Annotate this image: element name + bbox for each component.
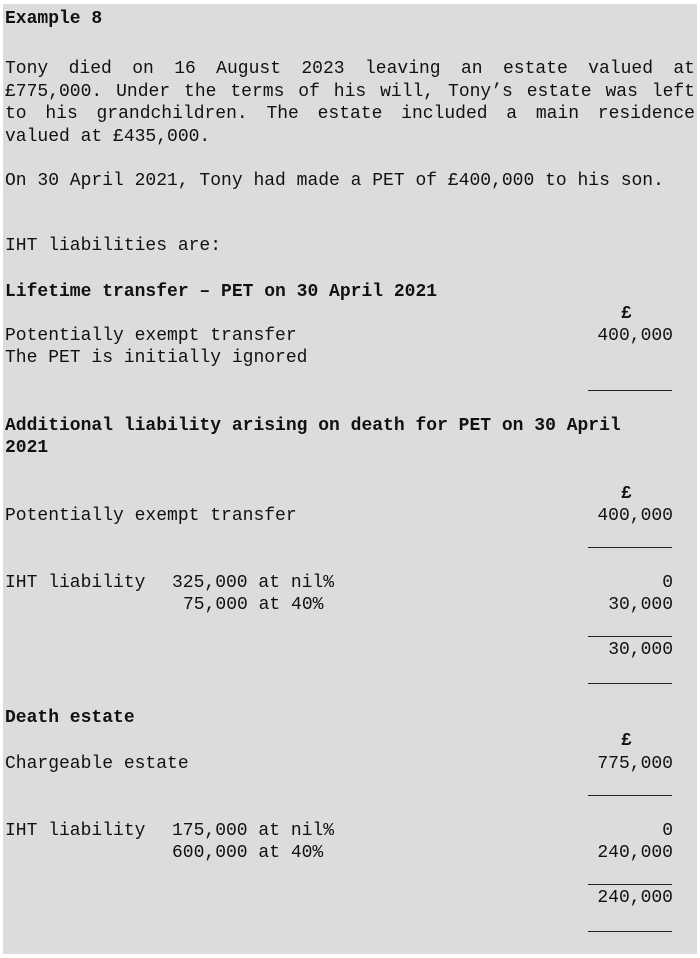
- lifetime-heading: Lifetime transfer – PET on 30 April 2021: [5, 282, 438, 302]
- lifetime-ignored-label: The PET is initially ignored: [5, 348, 308, 368]
- death-estate-band1-value: 0: [662, 821, 673, 841]
- death-pet-heading-line1: Additional liability arising on death for PET on 30 April: [5, 416, 621, 436]
- intro-paragraph-2: On 30 April 2021, Tony had made a PET of £400,000 to his son.: [5, 171, 664, 191]
- death-estate-band2: 600,000 at 40%: [172, 843, 324, 863]
- death-estate-underline: [588, 795, 672, 796]
- intro-paragraph-1: Tony died on 16 August 2023 leaving an estate valued at £775,000. Under the terms of his will, Tony’s estate was left to his grandchildren. The estate included a main residence valued at £435,000.: [5, 59, 695, 147]
- death-pet-label: Potentially exempt transfer: [5, 506, 297, 526]
- death-estate-band1: 175,000 at nil%: [172, 821, 335, 841]
- death-estate-band2-value: 240,000: [597, 843, 673, 863]
- death-estate-label: Chargeable estate: [5, 754, 189, 774]
- death-estate-heading: Death estate: [5, 708, 135, 728]
- death-estate-total-underline: [588, 931, 672, 932]
- death-pet-band2: 75,000 at 40%: [183, 595, 324, 615]
- death-pet-subtotal-rule: [588, 636, 672, 637]
- example-title: Example 8: [5, 9, 103, 29]
- death-pet-band2-value: 30,000: [608, 595, 673, 615]
- death-pet-currency-header: £: [621, 484, 632, 504]
- death-estate-total: 240,000: [597, 888, 673, 908]
- death-pet-band1-value: 0: [662, 573, 673, 593]
- death-pet-liability-label: IHT liability: [5, 573, 146, 593]
- death-pet-total: 30,000: [608, 640, 673, 660]
- death-pet-heading-line2: 2021: [5, 438, 49, 458]
- death-estate-value: 775,000: [597, 754, 673, 774]
- lifetime-pet-label: Potentially exempt transfer: [5, 326, 297, 346]
- death-pet-value: 400,000: [597, 506, 673, 526]
- lifetime-underline: [588, 390, 672, 391]
- lifetime-currency-header: £: [621, 304, 632, 324]
- document-page: [3, 4, 697, 954]
- death-pet-band1: 325,000 at nil%: [172, 573, 335, 593]
- intro-paragraph-3: IHT liabilities are:: [5, 236, 222, 256]
- death-estate-subtotal-rule: [588, 884, 672, 885]
- death-estate-liability-label: IHT liability: [5, 821, 146, 841]
- death-pet-underline: [588, 547, 672, 548]
- death-estate-currency-header: £: [621, 731, 632, 751]
- lifetime-pet-value: 400,000: [597, 326, 673, 346]
- death-pet-total-underline: [588, 683, 672, 684]
